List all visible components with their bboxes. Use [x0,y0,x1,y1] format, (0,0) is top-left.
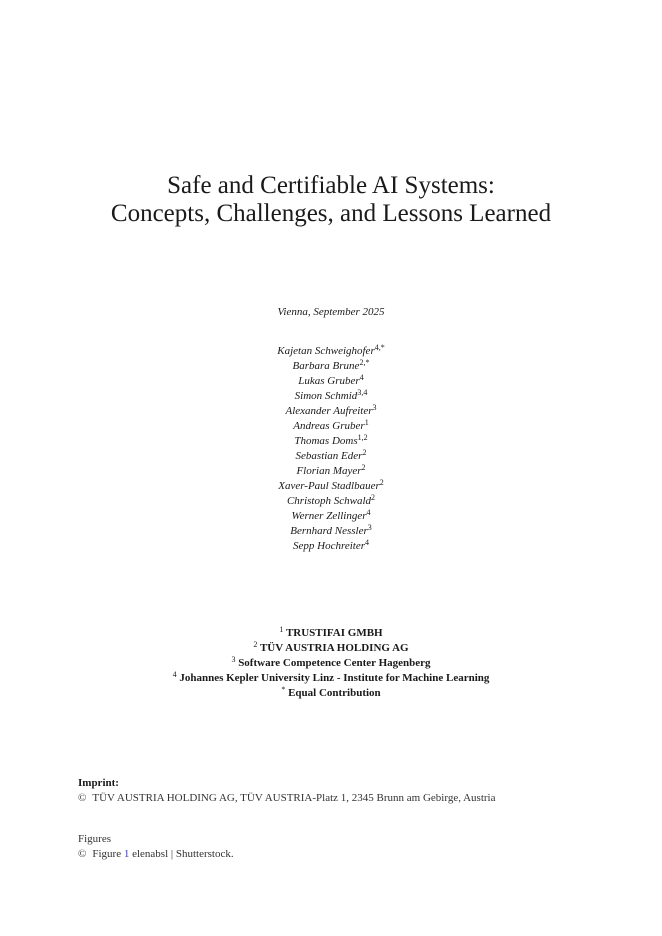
author-affiliation-mark: 4,* [374,343,385,352]
affiliation-name: TÜV AUSTRIA HOLDING AG [259,642,409,654]
author-item [0,359,662,374]
author-affiliation-mark: 2 [379,478,384,487]
dateline: Vienna, September 2025 [277,306,385,318]
author-affiliation-mark: 3 [372,403,377,412]
author-name: Sebastian Eder [295,450,363,462]
affiliation-item [0,656,662,671]
author-name: Simon Schmid [294,390,358,402]
imprint-section [78,776,495,806]
author-item [0,539,662,554]
author-name: Lukas Gruber [298,375,360,387]
affiliation-mark: 1 [279,625,284,634]
figures-credit-line [78,847,234,862]
figure-reference-link[interactable]: 1 [123,848,130,860]
author-item [0,434,662,449]
author-affiliation-mark: 4 [359,373,364,382]
author-name: Barbara Brune [292,360,360,372]
author-name: Werner Zellinger [291,510,367,522]
affiliation-item [0,641,662,656]
imprint-line [78,791,495,806]
affiliation-mark: * [281,685,286,694]
figures-label: Figures [78,833,111,845]
copyright-icon: © [78,792,87,804]
author-affiliation-mark: 3 [367,523,372,532]
author-item [0,479,662,494]
author-item [0,449,662,464]
author-item [0,389,662,404]
affiliation-list [0,626,662,701]
author-item [0,419,662,434]
affiliation-mark: 2 [253,640,258,649]
author-affiliation-mark: 1,2 [357,433,368,442]
figures-credit-section [78,832,234,862]
author-list [0,344,662,554]
author-item [0,464,662,479]
author-affiliation-mark: 4 [365,538,369,547]
copyright-icon: © [78,848,87,860]
author-item [0,374,662,389]
author-name: Kajetan Schweighofer [277,345,375,357]
affiliation-name: Software Competence Center Hagenberg [238,657,431,669]
author-name: Andreas Gruber [293,420,365,432]
author-name: Christoph Schwald [286,495,372,507]
author-item [0,344,662,359]
affiliation-mark: 4 [172,670,177,679]
author-name: Xaver-Paul Stadlbauer [278,480,380,492]
author-name: Florian Mayer [296,465,362,477]
author-item [0,509,662,524]
title-line-1: Safe and Certifiable AI Systems: [167,172,495,199]
imprint-text: TÜV AUSTRIA HOLDING AG, TÜV AUSTRIA-Platz 1, 2345 Brunn am Gebirge, Austria [92,792,496,804]
author-affiliation-mark: 2 [362,448,367,457]
affiliation-name: Equal Contribution [288,687,381,699]
author-item [0,494,662,509]
author-name: Thomas Doms [294,435,358,447]
author-affiliation-mark: 3,4 [357,388,368,397]
title-line-2: Concepts, Challenges, and Lessons Learned [110,200,552,227]
author-item [0,524,662,539]
affiliation-item [0,626,662,641]
author-affiliation-mark: 2 [361,463,366,472]
paper-title [0,172,662,228]
author-name: Alexander Aufreiter [285,405,373,417]
author-item [0,404,662,419]
author-affiliation-mark: 4 [366,508,371,517]
figure-credit-text: elenabsl | Shutterstock. [132,848,234,860]
affiliation-name: TRUSTIFAI GMBH [285,627,383,639]
affiliation-mark: 3 [231,655,236,664]
author-name: Sepp Hochreiter [293,540,365,552]
affiliation-item [0,671,662,686]
author-affiliation-mark: 2 [371,493,376,502]
affiliation-item [0,686,662,701]
figure-prefix: Figure [92,848,122,860]
author-affiliation-mark: 2,* [359,358,370,367]
author-name: Bernhard Nessler [290,525,368,537]
imprint-label: Imprint: [78,777,119,789]
author-affiliation-mark: 1 [364,418,369,427]
affiliation-name: Johannes Kepler University Linz - Institute for Machine Learning [179,672,490,684]
